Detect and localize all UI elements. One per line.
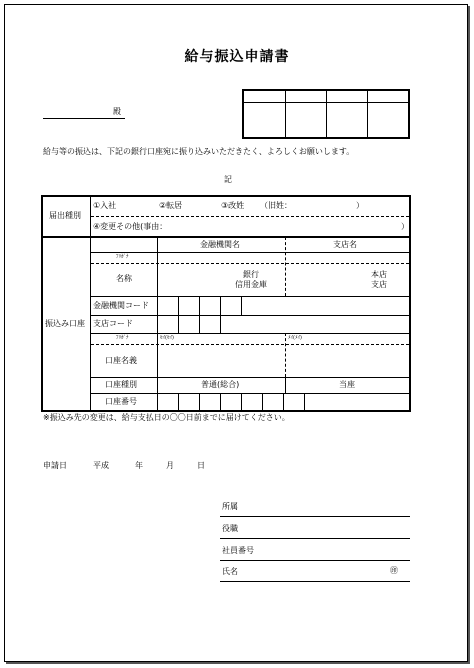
bank-code-label: 金融機関コード xyxy=(93,301,149,310)
intro-text: 給与等の振込は、下記の銀行口座宛に振り込みいただきたく、よろしくお願いします。 xyxy=(43,147,355,156)
branch-code-label: 支店コード xyxy=(93,319,133,328)
border-bottom xyxy=(41,410,411,412)
column-divider xyxy=(285,237,286,296)
row-divider xyxy=(91,216,409,217)
digit-divider xyxy=(220,296,221,315)
row-divider xyxy=(91,377,409,378)
addressee-suffix: 殿 xyxy=(113,107,121,116)
digit-divider xyxy=(262,393,263,410)
row-divider xyxy=(91,333,409,334)
day-label: 日 xyxy=(197,461,205,470)
digit-divider xyxy=(199,315,200,333)
bank-name-label: 名称 xyxy=(116,274,132,283)
bank-name-field[interactable] xyxy=(160,264,282,294)
digit-divider xyxy=(178,315,179,333)
position-line[interactable] xyxy=(220,538,410,539)
digit-divider xyxy=(241,393,242,410)
option-move[interactable]: ②転居 xyxy=(159,201,183,210)
border-left xyxy=(41,195,43,236)
era-label: 平成 xyxy=(93,461,109,470)
mei-label: ﾒｲ(ﾒｲ) xyxy=(288,335,302,341)
stamp-divider xyxy=(326,91,327,137)
holder-furigana-label: ﾌﾘｶﾞﾅ xyxy=(116,335,129,341)
digit-divider xyxy=(241,296,242,315)
name-line[interactable] xyxy=(220,581,410,582)
notification-type-label: 届出種別 xyxy=(49,211,81,220)
approval-stamp-grid xyxy=(242,89,410,139)
border-right xyxy=(409,236,411,411)
digit-divider xyxy=(178,393,179,410)
old-surname-label: （旧姓： xyxy=(260,201,292,210)
digit-divider xyxy=(178,296,179,315)
column-divider xyxy=(285,333,286,377)
digit-divider xyxy=(220,315,221,333)
holder-name-label: 口座名義 xyxy=(105,356,137,365)
employee-number-line[interactable] xyxy=(220,560,410,561)
branch-type-head: 本店 xyxy=(371,270,387,279)
ki-label: 記 xyxy=(224,175,232,184)
transfer-account-label: 振込み口座 xyxy=(45,319,85,328)
month-label: 月 xyxy=(166,461,174,470)
sei-label: ｾｲ(ｾｲ) xyxy=(160,335,174,341)
branch-name-field[interactable] xyxy=(288,264,406,294)
bank-type-bank: 銀行 xyxy=(243,270,259,279)
account-number-label: 口座番号 xyxy=(105,397,137,406)
digit-divider xyxy=(199,296,200,315)
employee-number-label: 社員番号 xyxy=(222,546,254,555)
affiliation-label: 所属 xyxy=(222,502,238,511)
option-name-change[interactable]: ③改姓 xyxy=(221,201,245,210)
digit-divider xyxy=(304,393,305,410)
page-title: 給与振込申請書 xyxy=(184,49,290,65)
digit-divider xyxy=(199,393,200,410)
option-other[interactable]: ④変更その他(事由： xyxy=(93,222,168,231)
border-left xyxy=(41,236,43,411)
branch-type-branch: 支店 xyxy=(371,280,387,289)
digit-divider xyxy=(220,393,221,410)
furigana-label: ﾌﾘｶﾞﾅ xyxy=(116,254,129,260)
account-type-current[interactable]: 当座 xyxy=(339,380,355,389)
old-surname-close: ） xyxy=(356,201,364,210)
holder-sei-field[interactable] xyxy=(160,346,282,376)
position-label: 役職 xyxy=(222,524,238,533)
option-join[interactable]: ①入社 xyxy=(93,201,117,210)
change-note: ※振込み先の変更は、給与支払日の〇〇日前までに届けてください。 xyxy=(43,413,290,422)
branch-name-header: 支店名 xyxy=(333,240,357,249)
holder-mei-field[interactable] xyxy=(288,346,406,376)
row-divider xyxy=(91,315,409,316)
column-divider xyxy=(285,378,286,393)
digit-divider xyxy=(283,393,284,410)
seal-mark: ㊞ xyxy=(390,566,398,575)
border-top xyxy=(41,195,411,197)
border-top xyxy=(41,236,411,238)
addressee-line[interactable] xyxy=(43,118,125,119)
bank-type-credit-union: 信用金庫 xyxy=(235,280,267,289)
row-divider xyxy=(91,344,409,345)
account-type-normal[interactable]: 普通(総合) xyxy=(201,380,240,389)
name-label: 氏名 xyxy=(222,567,238,576)
affiliation-line[interactable] xyxy=(220,516,410,517)
stamp-divider xyxy=(367,91,368,137)
application-date-label: 申請日 xyxy=(43,461,67,470)
row-divider xyxy=(91,393,409,394)
account-type-label: 口座種別 xyxy=(105,380,137,389)
other-reason-close: ） xyxy=(401,222,409,231)
border-right xyxy=(409,195,411,236)
stamp-divider xyxy=(285,91,286,137)
row-divider xyxy=(91,252,409,253)
bank-name-header: 金融機関名 xyxy=(200,240,240,249)
year-label: 年 xyxy=(135,461,143,470)
row-divider xyxy=(91,296,409,297)
